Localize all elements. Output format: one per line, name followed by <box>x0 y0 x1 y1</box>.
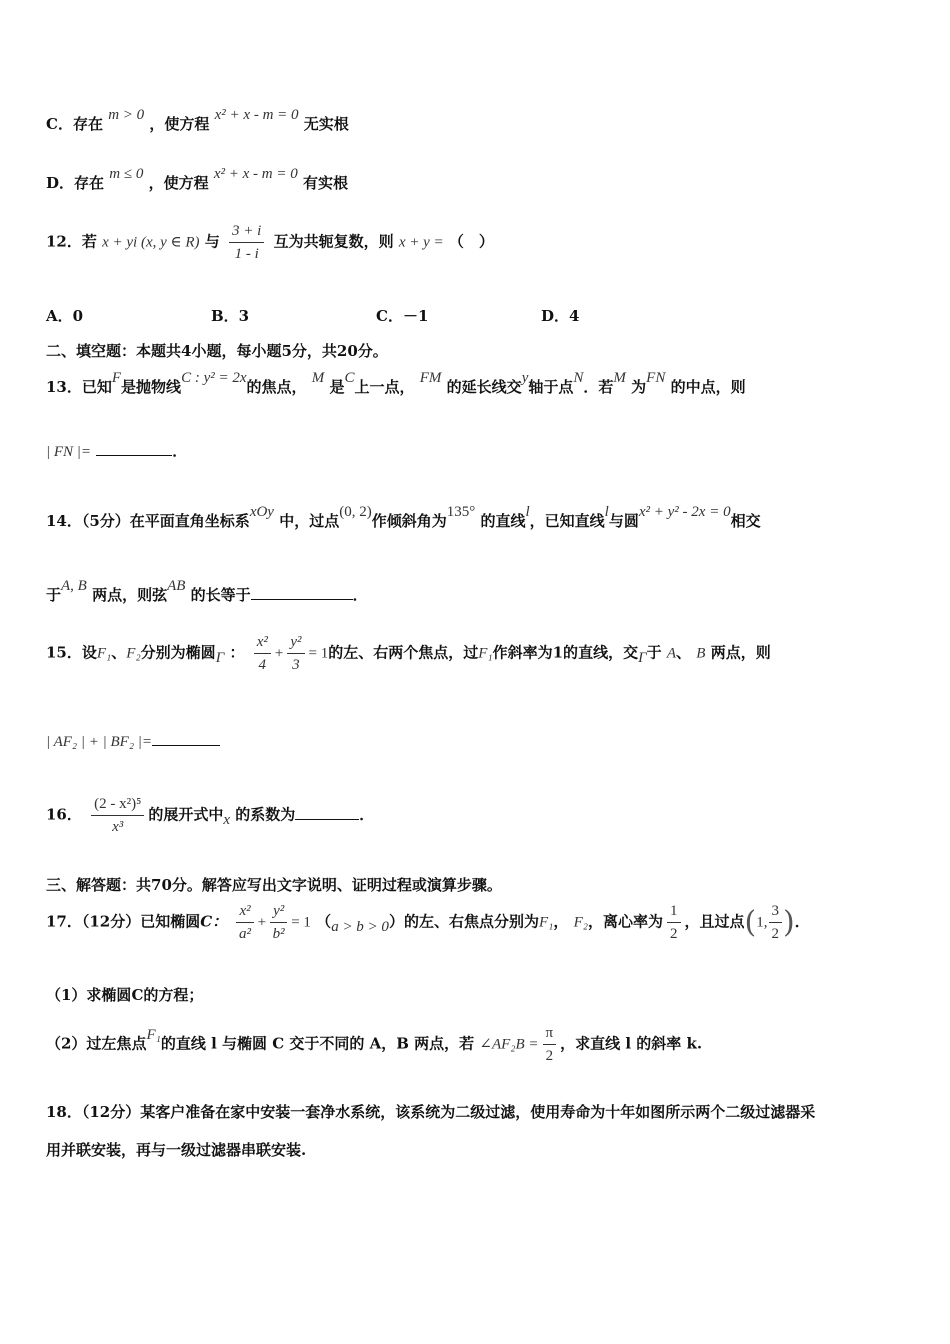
q15-var-gamma2: Γ <box>638 649 647 666</box>
q14-point: (0, 2) <box>339 504 372 520</box>
q15-answer-blank[interactable] <box>152 745 220 746</box>
q17-point-paren-right: ) <box>783 905 795 940</box>
q17-text-d: ，且过点 <box>684 912 745 931</box>
q17-point-y-num: 3 <box>769 902 783 923</box>
q15-frac-x-num: x² <box>254 633 271 654</box>
q14-text-c: 作倾斜角为 <box>371 512 447 530</box>
q15-answer-line <box>46 732 220 751</box>
q15-answer-expression: | AF₂ | + | BF₂ |= <box>46 734 153 750</box>
option-c-label: C．存在 <box>46 115 103 133</box>
q17-part-1: （1）求椭圆C的方程； <box>46 986 204 1004</box>
q13-var-m: M <box>311 370 325 386</box>
question-12 <box>46 222 494 263</box>
question-13 <box>46 370 746 397</box>
q15-number: 15．设 <box>46 643 97 662</box>
option-d-label: D．存在 <box>46 174 105 192</box>
q17-eccentricity <box>667 902 681 943</box>
q17-text-c: ，离心率为 <box>588 912 664 931</box>
question-14 <box>46 504 761 531</box>
q15-colon: ： <box>229 643 245 662</box>
q17-condition: a > b > 0 <box>331 918 389 935</box>
q16-number: 16． <box>46 805 82 824</box>
q14-var-l: l <box>525 504 530 520</box>
q15-text-c: 的左、右两个焦点，过 <box>328 643 479 662</box>
q13-text-j: 的中点，则 <box>670 378 746 396</box>
q17-point-paren-left: ( <box>744 905 757 940</box>
q17-2-var-f1: F₁ <box>146 1026 161 1043</box>
q12-options <box>46 305 579 326</box>
option-c-condition: m > 0 <box>108 107 145 123</box>
q17-point-y <box>769 902 783 943</box>
q17-ecc-den: 2 <box>670 926 678 942</box>
q15-text-d: 作斜率为1的直线，交 <box>492 643 639 662</box>
option-c <box>46 107 349 134</box>
q15-plus: + <box>274 645 284 662</box>
q17-part-2 <box>46 1024 702 1065</box>
q16-text-c: 的系数为 <box>235 805 296 824</box>
q14-number: 14．（5分）在平面直角坐标系 <box>46 512 250 530</box>
q17-ecc-num: 1 <box>667 902 681 923</box>
option-d-condition: m ≤ 0 <box>109 166 144 182</box>
q17-comma: ， <box>553 912 569 931</box>
q17-var-c: C： <box>200 912 228 931</box>
question-17 <box>46 902 810 943</box>
q15-var-a: A <box>666 645 677 662</box>
q17-point-y-den: 2 <box>771 926 779 942</box>
q14b-text-b: 两点，则弦 <box>92 586 168 604</box>
q14-answer-blank[interactable] <box>251 599 353 600</box>
q14b-period: ． <box>352 586 368 604</box>
q12-option-b: B．3 <box>211 307 250 325</box>
q14b-chord: AB <box>167 578 186 594</box>
q12-mid2: 互为共轭复数，则 <box>273 232 394 251</box>
q13-text-c: 的焦点， <box>246 378 307 396</box>
q12-fraction-denominator: 1 - i <box>234 246 259 262</box>
question-16 <box>46 795 374 836</box>
q17-var-f1: F₁ <box>538 914 554 931</box>
q15-var-f1b: F₁ <box>478 645 493 662</box>
q16-var-x: x <box>223 811 231 828</box>
q13-answer-line <box>46 440 187 461</box>
q13-text-b: 是抛物线 <box>121 378 182 396</box>
q14-angle: 135° <box>446 504 476 520</box>
q15-text-f: 、 <box>676 643 692 662</box>
q12-fraction-numerator: 3 + i <box>229 222 264 243</box>
q14-coord-system: xOy <box>249 504 274 520</box>
q17-2-text-a: （2）过左焦点 <box>46 1034 147 1053</box>
option-c-mid: ，使方程 <box>149 115 210 133</box>
q14-text-g: 相交 <box>730 512 761 530</box>
q15-var-b: B <box>696 645 706 662</box>
q17-2-angle-den: 2 <box>545 1048 554 1064</box>
q16-frac-num: (2 - x²)⁵ <box>91 795 144 816</box>
q15-var-f2: F₂ <box>126 645 141 662</box>
option-c-equation: x² + x - m = 0 <box>214 107 299 123</box>
option-c-tail: 无实根 <box>303 115 349 133</box>
q14b-text-a: 于 <box>46 586 62 604</box>
q14-text-d: 的直线 <box>480 512 526 530</box>
q12-option-c: C．－1 <box>376 307 429 325</box>
q17-var-f2: F₂ <box>573 914 588 931</box>
q17-2-angle-fraction <box>543 1024 557 1065</box>
q17-point-x: 1, <box>756 914 768 931</box>
option-d-equation: x² + x - m = 0 <box>213 166 298 182</box>
q14-text-b: 中，过点 <box>279 512 340 530</box>
q15-fraction-x <box>254 633 271 674</box>
q15-frac-x-den: 4 <box>258 657 267 673</box>
question-18-line-1: 18．（12分）某客户准备在家中安装一套净水系统，该系统为二级过滤，使用寿命为十年如图所示两个二级过滤器采 <box>46 1103 816 1121</box>
q15-text-b: 分别为椭圆 <box>140 643 216 662</box>
q14b-points: A, B <box>61 578 87 594</box>
q17-frac-y-den: b² <box>272 926 285 942</box>
section-3-heading: 三、解答题：共70分。解答应写出文字说明、证明过程或演算步骤。 <box>46 876 502 894</box>
q16-text-b: 的展开式中 <box>148 805 224 824</box>
option-d-tail: 有实根 <box>302 174 348 192</box>
q13-var-fm: FM <box>419 370 442 386</box>
q13-text-e: 上一点， <box>354 378 415 396</box>
q13-var-f: F <box>111 370 122 386</box>
q13-answer-expression: | FN |= <box>46 444 92 460</box>
q12-option-d: D．4 <box>541 307 580 325</box>
q14-text-f: 与圆 <box>608 512 639 530</box>
q12-mid: 与 <box>204 232 220 251</box>
q17-number: 17．（12分）已知椭圆 <box>46 912 201 931</box>
q14-circle-equation: x² + y² - 2x = 0 <box>638 504 731 520</box>
q12-answer-paren: （ ） <box>448 232 494 251</box>
q17-frac-x-num: x² <box>236 902 253 923</box>
q13-parabola: C : y² = 2x <box>181 370 247 386</box>
q15-var-gamma: Γ <box>215 649 225 666</box>
section-2-heading: 二、填空题：本题共4小题，每小题5分，共20分。 <box>46 342 388 360</box>
q13-text-i: 为 <box>631 378 647 396</box>
q17-plus: + <box>257 914 267 931</box>
q17-equals-one: = 1 <box>291 914 311 931</box>
question-15 <box>46 633 771 674</box>
q13-text-g: 轴于点 <box>528 378 574 396</box>
q15-frac-y-num: y² <box>287 633 304 654</box>
q15-fraction-y <box>287 633 304 674</box>
q15-var-f1: F₁ <box>96 645 112 662</box>
q13-var-m2: M <box>613 370 626 386</box>
q12-option-a: A．0 <box>46 307 84 325</box>
q17-frac-y-num: y² <box>270 902 287 923</box>
q13-text-h: ．若 <box>583 378 614 396</box>
q13-var-n: N <box>573 370 584 386</box>
q17-fraction-x <box>236 902 253 943</box>
q13-var-c: C <box>344 370 355 386</box>
q16-fraction <box>91 795 144 836</box>
q15-text-e: 于 <box>646 643 662 662</box>
q12-fraction <box>229 222 264 263</box>
q17-2-angle: ∠AF₂B = <box>479 1036 539 1053</box>
q13-var-fn: FN <box>646 370 666 386</box>
q16-period: ． <box>359 805 375 824</box>
q15-equals-one: = 1 <box>308 645 329 662</box>
q17-2-angle-num: π <box>543 1024 557 1045</box>
q17-frac-x-den: a² <box>239 926 252 942</box>
q13-answer-blank[interactable] <box>96 455 172 456</box>
q14-text-e: ，已知直线 <box>529 512 605 530</box>
q17-fraction-y <box>270 902 287 943</box>
option-d <box>46 166 348 193</box>
q13-period: ． <box>172 442 188 460</box>
q13-text-d: 是 <box>329 378 345 396</box>
q17-2-text-c: ，求直线 l 的斜率 k. <box>560 1034 703 1053</box>
q13-text-f: 的延长线交 <box>446 378 522 396</box>
q14-var-l2: l <box>604 504 609 520</box>
q15-separator: 、 <box>111 643 127 662</box>
q16-frac-den: x³ <box>112 819 124 835</box>
q16-answer-blank[interactable] <box>295 819 359 820</box>
q12-expression2: x + y = <box>398 234 444 251</box>
q13-number: 13．已知 <box>46 378 112 396</box>
q17-paren-close: ） <box>388 912 404 931</box>
q15-text-g: 两点，则 <box>710 643 771 662</box>
q14b-text-c: 的长等于 <box>190 586 251 604</box>
option-d-mid: ，使方程 <box>148 174 209 192</box>
q12-number: 12．若 <box>46 232 97 251</box>
q17-paren-open: （ <box>316 912 332 931</box>
q12-expression: x + yi (x, y ∈ R) <box>102 234 200 251</box>
q17-2-text-b: 的直线 l 与椭圆 C 交于不同的 A，B 两点，若 <box>160 1034 475 1053</box>
q15-frac-y-den: 3 <box>292 657 300 673</box>
q14-continued <box>46 578 368 605</box>
q17-text-b: 的左、右焦点分别为 <box>403 912 539 931</box>
q13-var-y: y <box>521 370 529 386</box>
question-18-line-2: 用并联安装，再与一级过滤器串联安装. <box>46 1141 307 1159</box>
q17-period: ． <box>794 912 810 931</box>
